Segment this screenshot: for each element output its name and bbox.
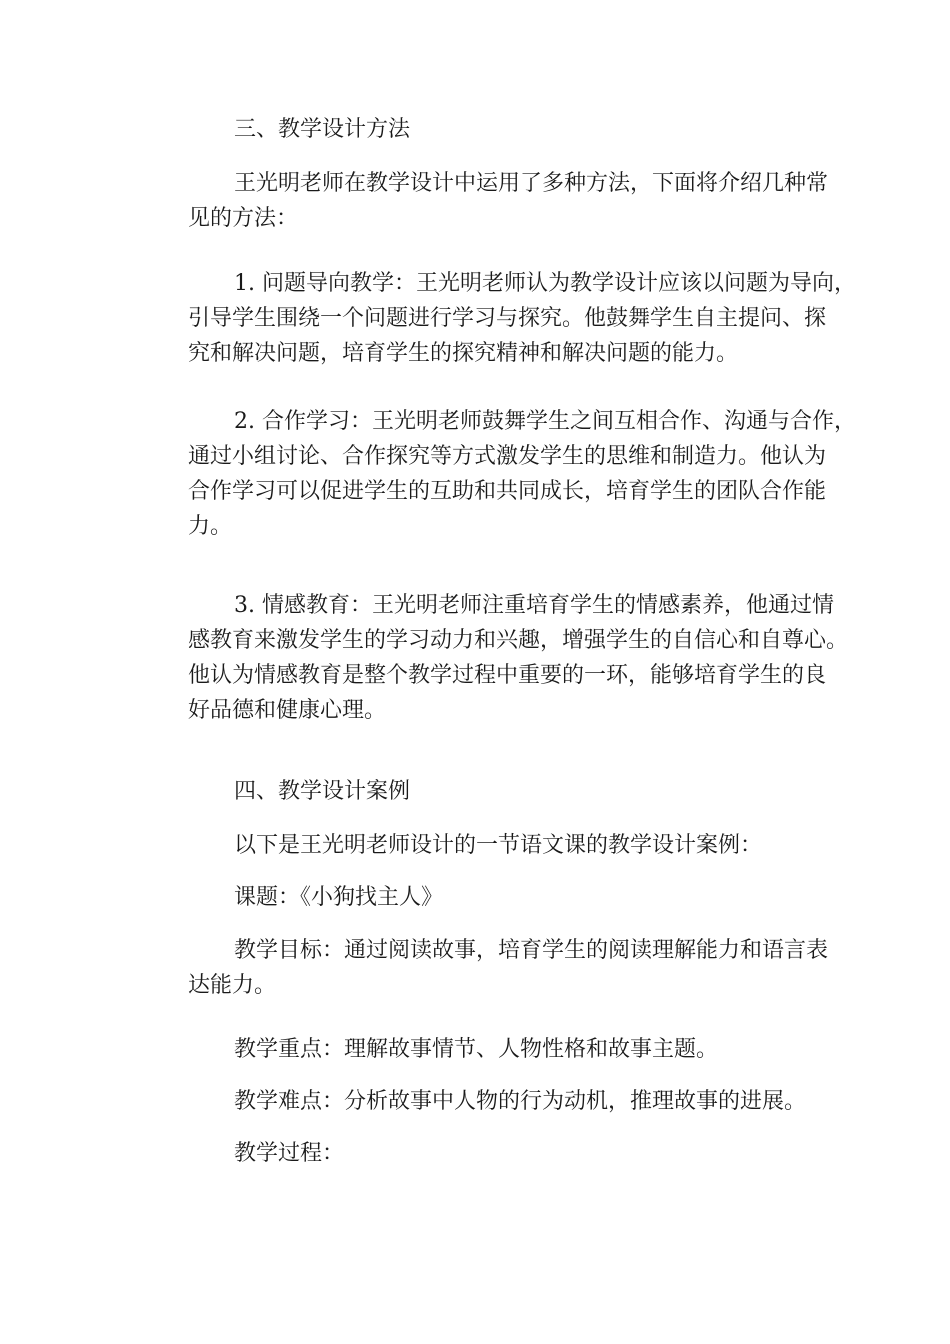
text-line: 见的方法： (188, 206, 299, 231)
topic-paragraph (142, 880, 822, 915)
difficulty-paragraph (142, 1084, 822, 1119)
text-line: 四、教学设计案例 (234, 779, 411, 804)
text-line: 达能力。 (188, 973, 277, 998)
text-line: 教学过程： (234, 1141, 345, 1166)
text-line: 力。 (188, 514, 233, 539)
text-line: 他认为情感教育是整个教学过程中重要的一环，能够培育学生的良 (188, 663, 827, 688)
text-line: 课题：《小狗找主人》 (234, 885, 444, 910)
text-line: 1. 问题导向教学：王光明老师认为教学设计应该以问题为导向， (234, 271, 856, 296)
text-line: 好品德和健康心理。 (188, 698, 387, 723)
key-point-paragraph (142, 1032, 822, 1067)
text-line: 3. 情感教育：王光明老师注重培育学生的情感素养，他通过情 (234, 593, 834, 618)
text-line: 通过小组讨论、合作探究等方式激发学生的思维和制造力。他认为 (188, 444, 827, 469)
text-line: 王光明老师在教学设计中运用了多种方法，下面将介绍几种常 (234, 171, 829, 196)
section-heading (142, 112, 822, 147)
method-paragraph (142, 404, 856, 544)
text-line: 以下是王光明老师设计的一节语文课的教学设计案例： (234, 833, 763, 858)
text-line: 究和解决问题，培育学生的探究精神和解决问题的能力。 (188, 341, 739, 366)
method-paragraph (142, 266, 856, 371)
intro-paragraph (142, 166, 829, 236)
process-paragraph (142, 1136, 822, 1171)
section-heading (142, 774, 822, 809)
text-line: 教学目标：通过阅读故事，培育学生的阅读理解能力和语言表 (234, 938, 829, 963)
text-line: 感教育来激发学生的学习动力和兴趣，增强学生的自信心和自尊心。 (188, 628, 849, 653)
text-line: 合作学习可以促进学生的互助和共同成长，培育学生的团队合作能 (188, 479, 827, 504)
text-line: 引导学生围绕一个问题进行学习与探究。他鼓舞学生自主提问、探 (188, 306, 827, 331)
method-paragraph (142, 588, 849, 728)
case-intro-paragraph (142, 828, 822, 863)
goal-paragraph (142, 933, 829, 1003)
text-line: 教学难点：分析故事中人物的行为动机，推理故事的进展。 (234, 1089, 807, 1114)
text-line: 三、教学设计方法 (234, 117, 411, 142)
text-line: 教学重点：理解故事情节、人物性格和故事主题。 (234, 1037, 719, 1062)
text-line: 2. 合作学习：王光明老师鼓舞学生之间互相合作、沟通与合作， (234, 409, 856, 434)
